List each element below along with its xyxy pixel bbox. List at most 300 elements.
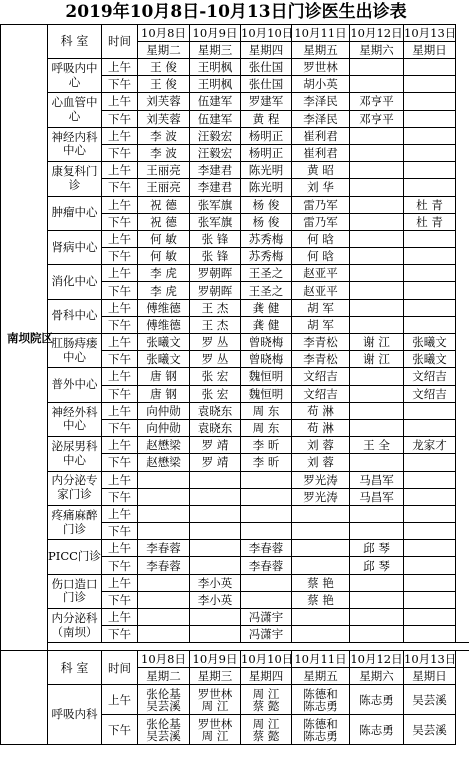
doctor-cell: 胡 军	[292, 299, 350, 316]
department-name: 内分泌专家门诊	[48, 471, 102, 505]
doctor-cell	[190, 626, 241, 643]
shift-label: 下午	[102, 248, 138, 265]
doctor-cell: 刘 蓉	[292, 437, 350, 454]
shift-label: 上午	[102, 196, 138, 213]
doctor-cell	[241, 591, 292, 608]
doctor-cell	[404, 505, 456, 522]
main-date-header: 10月11日	[292, 25, 350, 42]
doctor-cell: 刘芙蓉	[138, 110, 190, 127]
shift-label: 下午	[102, 523, 138, 540]
section-spacer-cell	[48, 643, 470, 651]
doctor-cell: 罗光涛	[292, 488, 350, 505]
doctor-cell: 王 俊	[138, 76, 190, 93]
doctor-cell: 王明枫	[190, 76, 241, 93]
doctor-cell	[404, 591, 456, 608]
doctor-cell: 袁晓东	[190, 402, 241, 419]
shift-label: 下午	[102, 557, 138, 574]
doctor-cell: 雷乃军	[292, 196, 350, 213]
doctor-cell	[190, 609, 241, 626]
doctor-cell	[190, 471, 241, 488]
doctor-cell	[138, 591, 190, 608]
department-name: 肾病中心	[48, 230, 102, 264]
shift-label: 下午	[102, 351, 138, 368]
department-name: 消化中心	[48, 265, 102, 299]
doctor-cell	[350, 144, 404, 161]
sec2-header-row-dates	[1, 651, 470, 668]
doctor-cell: 邱 琴	[350, 540, 404, 557]
doctor-cell	[138, 488, 190, 505]
sec2-weekday-header: 星期日	[404, 668, 456, 685]
doctor-cell: 曾晓梅	[241, 334, 292, 351]
sec2-campus-cell	[1, 651, 48, 745]
doctor-cell: 杨明正	[241, 144, 292, 161]
sec2-date-header: 10月11日	[292, 651, 350, 668]
sec2-doctor-cell: 陈志勇	[350, 685, 404, 715]
doctor-cell: 李 虎	[138, 282, 190, 299]
doctor-cell: 何 敏	[138, 248, 190, 265]
doctor-cell	[350, 179, 404, 196]
doctor-cell: 汪毅宏	[190, 144, 241, 161]
shift-label: 上午	[102, 59, 138, 76]
sec2-doctor-cell: 陈志勇	[350, 715, 404, 745]
doctor-cell: 李 昕	[241, 437, 292, 454]
doctor-cell: 刘芙蓉	[138, 93, 190, 110]
doctor-cell	[404, 144, 456, 161]
schedule-row	[1, 402, 470, 419]
doctor-cell	[404, 265, 456, 282]
doctor-cell: 李建君	[190, 162, 241, 179]
doctor-cell	[190, 557, 241, 574]
doctor-cell: 罗朝晖	[190, 265, 241, 282]
doctor-cell	[292, 523, 350, 540]
sec2-doctor-cell: 陈德和 陈志勇	[292, 685, 350, 715]
doctor-cell: 谢 江	[350, 351, 404, 368]
doctor-cell: 王 杰	[190, 316, 241, 333]
schedule-row	[1, 162, 470, 179]
doctor-cell	[350, 59, 404, 76]
page-title: 2019年10月8日-10月13日门诊医生出诊表	[65, 2, 407, 22]
schedule-row	[1, 609, 470, 626]
doctor-cell: 苏秀梅	[241, 230, 292, 247]
shift-label: 上午	[102, 471, 138, 488]
doctor-cell: 何 敏	[138, 230, 190, 247]
doctor-cell: 张仕国	[241, 76, 292, 93]
main-date-header: 10月12日	[350, 25, 403, 40]
doctor-cell: 文绍吉	[404, 385, 456, 402]
doctor-cell: 邓亨平	[350, 110, 404, 127]
doctor-cell: 李 波	[138, 127, 190, 144]
doctor-cell: 罗光涛	[292, 471, 350, 488]
shift-label: 上午	[102, 299, 138, 316]
doctor-cell: 文绍吉	[292, 385, 350, 402]
doctor-cell	[404, 230, 456, 247]
doctor-cell	[138, 505, 190, 522]
sec2-doctor-cell: 罗世林 周 江	[190, 715, 241, 745]
department-name: 内分泌科（南坝）	[48, 609, 102, 643]
sec2-weekday-header: 星期二	[138, 668, 190, 685]
doctor-cell: 唐 钢	[138, 385, 190, 402]
schedule-row	[1, 574, 470, 591]
doctor-cell: 王 俊	[138, 59, 190, 76]
shift-label: 下午	[102, 316, 138, 333]
doctor-cell	[404, 59, 456, 76]
department-name: 泌尿男科中心	[48, 437, 102, 471]
doctor-cell: 邓亨平	[350, 93, 404, 110]
doctor-cell	[404, 127, 456, 144]
sec2-shift-label: 下午	[102, 715, 138, 745]
department-name: 伤口造口门诊	[48, 574, 102, 608]
doctor-cell: 刘 华	[292, 179, 350, 196]
doctor-cell	[404, 93, 456, 110]
doctor-cell: 罗 靖	[190, 437, 241, 454]
sec2-weekday-header: 星期六	[350, 668, 404, 685]
schedule-row	[1, 471, 470, 488]
doctor-cell: 何 晗	[292, 248, 350, 265]
schedule-row	[1, 334, 470, 351]
shift-label: 下午	[102, 213, 138, 230]
schedule-row	[1, 540, 470, 557]
doctor-cell	[404, 110, 456, 127]
sec2-doctor-cell: 张伦基 吴芸溪	[138, 715, 190, 745]
doctor-cell	[292, 540, 350, 557]
shift-label: 上午	[102, 609, 138, 626]
campus-label	[1, 25, 53, 651]
doctor-cell: 杨明正	[241, 127, 292, 144]
shift-label: 上午	[102, 505, 138, 522]
doctor-cell: 李泽民	[292, 110, 350, 127]
sec2-date-header: 10月13日	[404, 652, 457, 667]
doctor-cell	[404, 523, 456, 540]
doctor-cell: 李 昕	[241, 454, 292, 471]
doctor-cell: 崔利君	[292, 144, 350, 161]
shift-label: 下午	[102, 76, 138, 93]
schedule-row	[1, 59, 470, 76]
shift-label: 下午	[102, 110, 138, 127]
doctor-cell: 李小英	[190, 591, 241, 608]
doctor-cell: 黄 程	[241, 110, 292, 127]
doctor-cell	[350, 265, 404, 282]
doctor-cell: 罗建军	[241, 93, 292, 110]
shift-label: 下午	[102, 488, 138, 505]
schedule-row	[1, 93, 470, 110]
doctor-cell: 杜 青	[404, 196, 456, 213]
doctor-cell: 文绍吉	[404, 368, 456, 385]
main-weekday-header: 星期五	[292, 42, 350, 59]
sec2-doctor-cell: 张伦基 吴芸溪	[138, 685, 190, 715]
doctor-cell	[350, 626, 404, 643]
doctor-cell: 杨 俊	[241, 213, 292, 230]
sec2-doctor-cell: 罗世林 周 江	[190, 685, 241, 715]
sec2-weekday-header: 星期三	[190, 668, 241, 685]
doctor-cell: 向仲勋	[138, 419, 190, 436]
doctor-cell: 陈光明	[241, 179, 292, 196]
doctor-cell: 蔡 艳	[292, 591, 350, 608]
sec2-date-header: 10月8日	[138, 651, 190, 668]
doctor-cell	[138, 626, 190, 643]
doctor-cell	[350, 76, 404, 93]
doctor-cell: 崔利君	[292, 127, 350, 144]
shift-label: 上午	[102, 93, 138, 110]
doctor-cell: 王 全	[350, 437, 404, 454]
doctor-cell	[190, 488, 241, 505]
schedule-row	[1, 196, 470, 213]
department-name: 心血管中心	[48, 93, 102, 127]
doctor-cell	[404, 76, 456, 93]
sec2-schedule-row	[1, 685, 470, 715]
doctor-cell	[404, 282, 456, 299]
schedule-table	[0, 24, 469, 745]
doctor-cell	[404, 471, 456, 488]
doctor-cell: 何 晗	[292, 230, 350, 247]
doctor-cell: 王明枫	[190, 59, 241, 76]
doctor-cell	[350, 402, 404, 419]
department-name: 神经内科中心	[48, 127, 102, 161]
doctor-cell: 黄 昭	[292, 162, 350, 179]
doctor-cell: 张 宏	[190, 368, 241, 385]
sec2-date-header: 10月10日	[241, 652, 294, 667]
schedule-row	[1, 299, 470, 316]
doctor-cell	[350, 523, 404, 540]
doctor-cell: 冯潇宇	[241, 609, 292, 626]
doctor-cell: 唐 钢	[138, 368, 190, 385]
doctor-cell: 邱 琴	[350, 557, 404, 574]
schedule-row	[1, 265, 470, 282]
schedule-row	[1, 368, 470, 385]
doctor-cell: 伍建军	[190, 93, 241, 110]
main-date-header: 10月9日	[190, 25, 241, 42]
department-name: 骨科中心	[48, 299, 102, 333]
doctor-cell: 杜 青	[404, 213, 456, 230]
doctor-cell	[404, 162, 456, 179]
shift-label: 上午	[102, 230, 138, 247]
doctor-cell	[241, 505, 292, 522]
department-name: 肛肠痔瘘中心	[48, 334, 102, 368]
doctor-cell: 周 东	[241, 419, 292, 436]
doctor-cell: 王圣之	[241, 282, 292, 299]
doctor-cell	[404, 248, 456, 265]
main-weekday-header: 星期三	[190, 42, 241, 59]
department-name: 疼痛麻醉门诊	[48, 505, 102, 539]
main-dept-header: 科 室	[48, 25, 102, 59]
shift-label: 上午	[102, 540, 138, 557]
doctor-cell	[350, 574, 404, 591]
sec2-shift-label: 上午	[102, 685, 138, 715]
sec2-weekday-header: 星期四	[241, 668, 292, 685]
shift-label: 上午	[102, 368, 138, 385]
doctor-cell: 冯潇宇	[241, 626, 292, 643]
department-name: 康复科门诊	[48, 162, 102, 196]
shift-label: 下午	[102, 385, 138, 402]
doctor-cell: 罗 丛	[190, 334, 241, 351]
doctor-cell: 李 虎	[138, 265, 190, 282]
doctor-cell: 张仕国	[241, 59, 292, 76]
doctor-cell: 袁晓东	[190, 419, 241, 436]
doctor-cell: 魏恒明	[241, 368, 292, 385]
main-date-header: 10月10日	[241, 25, 294, 40]
doctor-cell: 张军旗	[190, 196, 241, 213]
shift-label: 下午	[102, 419, 138, 436]
schedule-row	[1, 437, 470, 454]
doctor-cell: 赵亚平	[292, 265, 350, 282]
doctor-cell: 李春蓉	[241, 557, 292, 574]
doctor-cell	[241, 488, 292, 505]
doctor-cell	[350, 368, 404, 385]
doctor-cell: 李泽民	[292, 93, 350, 110]
doctor-cell: 王 杰	[190, 299, 241, 316]
doctor-cell: 苟 淋	[292, 402, 350, 419]
department-name: 普外中心	[48, 368, 102, 402]
main-date-header: 10月13日	[404, 25, 457, 40]
doctor-cell: 马昌军	[350, 488, 404, 505]
doctor-cell: 马昌军	[350, 471, 404, 488]
shift-label: 上午	[102, 574, 138, 591]
doctor-cell: 张曦文	[138, 334, 190, 351]
sec2-doctor-cell: 周 江 蔡 懿	[241, 685, 292, 715]
doctor-cell	[241, 471, 292, 488]
main-weekday-header: 星期日	[404, 42, 456, 59]
doctor-cell	[292, 505, 350, 522]
doctor-cell: 李青松	[292, 351, 350, 368]
doctor-cell: 魏恒明	[241, 385, 292, 402]
doctor-cell: 蔡 艳	[292, 574, 350, 591]
doctor-cell	[404, 488, 456, 505]
doctor-cell: 曾晓梅	[241, 351, 292, 368]
doctor-cell	[350, 419, 404, 436]
department-name: 神经外科中心	[48, 402, 102, 436]
doctor-cell	[350, 609, 404, 626]
shift-label: 下午	[102, 144, 138, 161]
shift-label: 上午	[102, 127, 138, 144]
doctor-cell: 文绍吉	[292, 368, 350, 385]
doctor-cell: 向仲勋	[138, 402, 190, 419]
doctor-cell	[350, 213, 404, 230]
doctor-cell	[404, 316, 456, 333]
sec2-doctor-cell: 吴芸溪	[404, 685, 456, 715]
doctor-cell	[138, 574, 190, 591]
doctor-cell	[292, 626, 350, 643]
doctor-cell: 胡 军	[292, 316, 350, 333]
doctor-cell: 雷乃军	[292, 213, 350, 230]
doctor-cell	[404, 557, 456, 574]
doctor-cell: 龙家才	[404, 437, 456, 454]
main-weekday-header: 星期四	[241, 42, 292, 59]
sec2-doctor-cell: 吴芸溪	[404, 715, 456, 745]
doctor-cell	[350, 162, 404, 179]
shift-label: 上午	[102, 265, 138, 282]
doctor-cell	[190, 505, 241, 522]
doctor-cell	[350, 385, 404, 402]
doctor-cell: 李青松	[292, 334, 350, 351]
doctor-cell: 王圣之	[241, 265, 292, 282]
doctor-cell	[404, 540, 456, 557]
doctor-cell: 李建君	[190, 179, 241, 196]
doctor-cell: 赵懋梁	[138, 437, 190, 454]
doctor-cell: 罗世林	[292, 59, 350, 76]
doctor-cell: 罗 丛	[190, 351, 241, 368]
doctor-cell	[190, 523, 241, 540]
doctor-cell: 张 宏	[190, 385, 241, 402]
doctor-cell	[404, 419, 456, 436]
shift-label: 下午	[102, 454, 138, 471]
doctor-cell: 赵懋梁	[138, 454, 190, 471]
doctor-cell: 张 锋	[190, 248, 241, 265]
main-weekday-header: 星期二	[138, 42, 190, 59]
main-date-header: 10月8日	[138, 25, 190, 42]
department-name: 呼吸内中心	[48, 59, 102, 93]
main-weekday-header: 星期六	[350, 42, 404, 59]
doctor-cell: 张曦文	[404, 334, 456, 351]
shift-label: 下午	[102, 591, 138, 608]
doctor-cell	[350, 127, 404, 144]
department-name: 肿瘤中心	[48, 196, 102, 230]
schedule-row	[1, 230, 470, 247]
shift-label: 下午	[102, 626, 138, 643]
doctor-cell: 汪毅宏	[190, 127, 241, 144]
doctor-cell: 张军旗	[190, 213, 241, 230]
doctor-cell	[350, 230, 404, 247]
doctor-cell	[138, 471, 190, 488]
doctor-cell: 苟 淋	[292, 419, 350, 436]
shift-label: 上午	[102, 402, 138, 419]
schedule-row	[1, 127, 470, 144]
doctor-cell: 刘 蓉	[292, 454, 350, 471]
doctor-cell: 张曦文	[138, 351, 190, 368]
doctor-cell	[404, 299, 456, 316]
doctor-cell	[241, 523, 292, 540]
campus-name: 南坝院区	[7, 330, 53, 345]
sec2-doctor-cell: 周 江 蔡 懿	[241, 715, 292, 745]
shift-label: 下午	[102, 282, 138, 299]
sec2-doctor-cell: 陈德和 陈志勇	[292, 715, 350, 745]
doctor-cell: 罗 靖	[190, 454, 241, 471]
doctor-cell	[404, 609, 456, 626]
doctor-cell: 赵亚平	[292, 282, 350, 299]
doctor-cell	[292, 557, 350, 574]
doctor-cell	[350, 299, 404, 316]
doctor-cell: 李春蓉	[138, 540, 190, 557]
doctor-cell: 李小英	[190, 574, 241, 591]
doctor-cell	[350, 591, 404, 608]
doctor-cell: 龚 健	[241, 316, 292, 333]
sec2-weekday-header: 星期五	[292, 668, 350, 685]
section-spacer	[1, 643, 470, 651]
department-name: PICC门诊	[48, 540, 102, 574]
doctor-cell: 周 东	[241, 402, 292, 419]
doctor-cell	[138, 523, 190, 540]
doctor-cell: 龚 健	[241, 299, 292, 316]
shift-label: 下午	[102, 179, 138, 196]
doctor-cell	[350, 505, 404, 522]
doctor-cell	[350, 196, 404, 213]
doctor-cell	[404, 179, 456, 196]
doctor-cell: 王丽亮	[138, 179, 190, 196]
doctor-cell	[350, 316, 404, 333]
doctor-cell: 傅维德	[138, 299, 190, 316]
doctor-cell	[404, 402, 456, 419]
doctor-cell: 谢 江	[350, 334, 404, 351]
main-header-row-dates	[1, 25, 470, 42]
doctor-cell	[190, 540, 241, 557]
sec2-time-header: 时间	[102, 651, 138, 685]
shift-label: 上午	[102, 437, 138, 454]
doctor-cell: 张 锋	[190, 230, 241, 247]
main-time-header: 时间	[102, 25, 138, 59]
doctor-cell	[404, 626, 456, 643]
doctor-cell: 王丽亮	[138, 162, 190, 179]
sec2-date-header: 10月12日	[350, 652, 403, 667]
doctor-cell	[404, 454, 456, 471]
doctor-cell: 李春蓉	[241, 540, 292, 557]
